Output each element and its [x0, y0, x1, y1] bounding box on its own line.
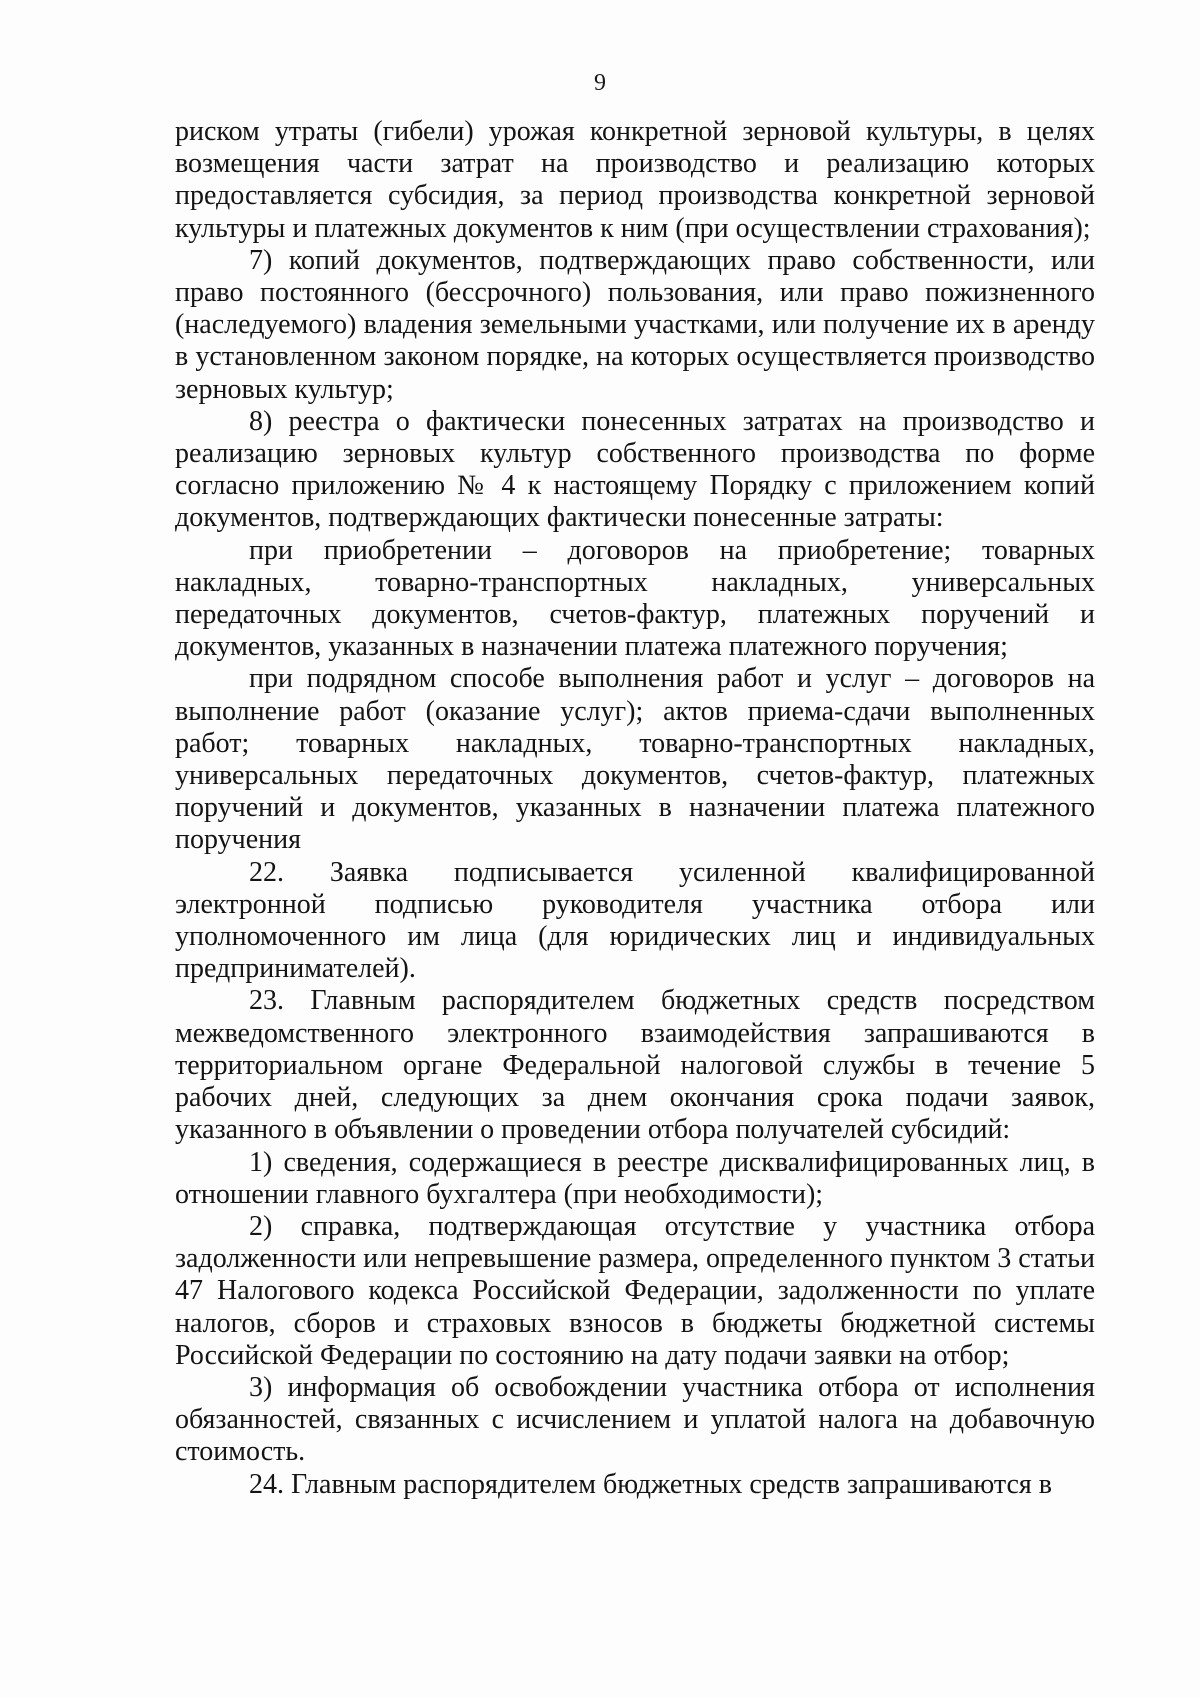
paragraph-23-item-1: 1) сведения, содержащиеся в реестре дисквалифицированных лиц, в отношении главного бухгалтера (при необходимости);: [175, 1146, 1095, 1210]
paragraph-24: 24. Главным распорядителем бюджетных средств запрашиваются в: [249, 1468, 1053, 1500]
document-body: [175, 116, 1095, 1501]
paragraph-23-item-3: 3) информация об освобождении участника отбора от исполнения обязанностей, связанных с исчислением и уплатой налога на добавочную стоимость.: [175, 1371, 1095, 1468]
paragraph-0: риском утраты (гибели) урожая конкретной зерновой культуры, в целях возмещения части затрат на производство и реализацию которых предоставляется субсидия, за период производства конкретной зерновой культуры и платежных документов к ним (при осуществлении страхования);: [175, 116, 1095, 244]
paragraph-item-7: 7) копий документов, подтверждающих право собственности, или право постоянного (бессрочного) пользования, или право пожизненного (наследуемого) владения земельными участками, или получение их в аренду в установленном законом порядке, на которых осуществляется производство зерновых культур;: [175, 244, 1095, 405]
paragraph-22: 22. Заявка подписывается усиленной квалифицированной электронной подписью руководителя участника отбора или уполномоченного им лица (для юридических лиц и индивидуальных предпринимателей).: [175, 856, 1095, 985]
paragraph-23: 23. Главным распорядителем бюджетных средств посредством межведомственного электронного взаимодействия запрашиваются в территориальном органе Федеральной налоговой службы в течение 5 рабочих дней, следующих за днем окончания срока подачи заявок, указанного в объявлении о проведении отбора получателей субсидий:: [175, 985, 1095, 1146]
paragraph-contract-method: при подрядном способе выполнения работ и услуг – договоров на выполнение работ (оказание услуг); актов приема-сдачи выполненных работ; товарных накладных, товарно-транспортных накладных, универсальных передаточных документов, счетов-фактур, платежных поручений и документов, указанных в назначении платежа платежного поручения: [175, 663, 1095, 856]
paragraph-purchase: при приобретении – договоров на приобретение; товарных накладных, товарно-транспортных накладных, универсальных передаточных документов, счетов-фактур, платежных поручений и документов, указанных в назначении платежа платежного поручения;: [175, 534, 1095, 663]
paragraph-item-8: 8) реестра о фактически понесенных затратах на производство и реализацию зерновых культур собственного производства по форме согласно приложению № 4 к настоящему Порядку с приложением копий документов, подтверждающих фактически понесенные затраты:: [175, 405, 1095, 534]
paragraph-23-item-2: 2) справка, подтверждающая отсутствие у участника отбора задолженности или непревышение размера, определенного пунктом 3 статьи 47 Налогового кодекса Российской Федерации, задолженности по уплате налогов, сборов и страховых взносов в бюджеты бюджетной системы Российской Федерации по состоянию на дату подачи заявки на отбор;: [175, 1210, 1095, 1371]
page-number: 9: [594, 70, 606, 96]
